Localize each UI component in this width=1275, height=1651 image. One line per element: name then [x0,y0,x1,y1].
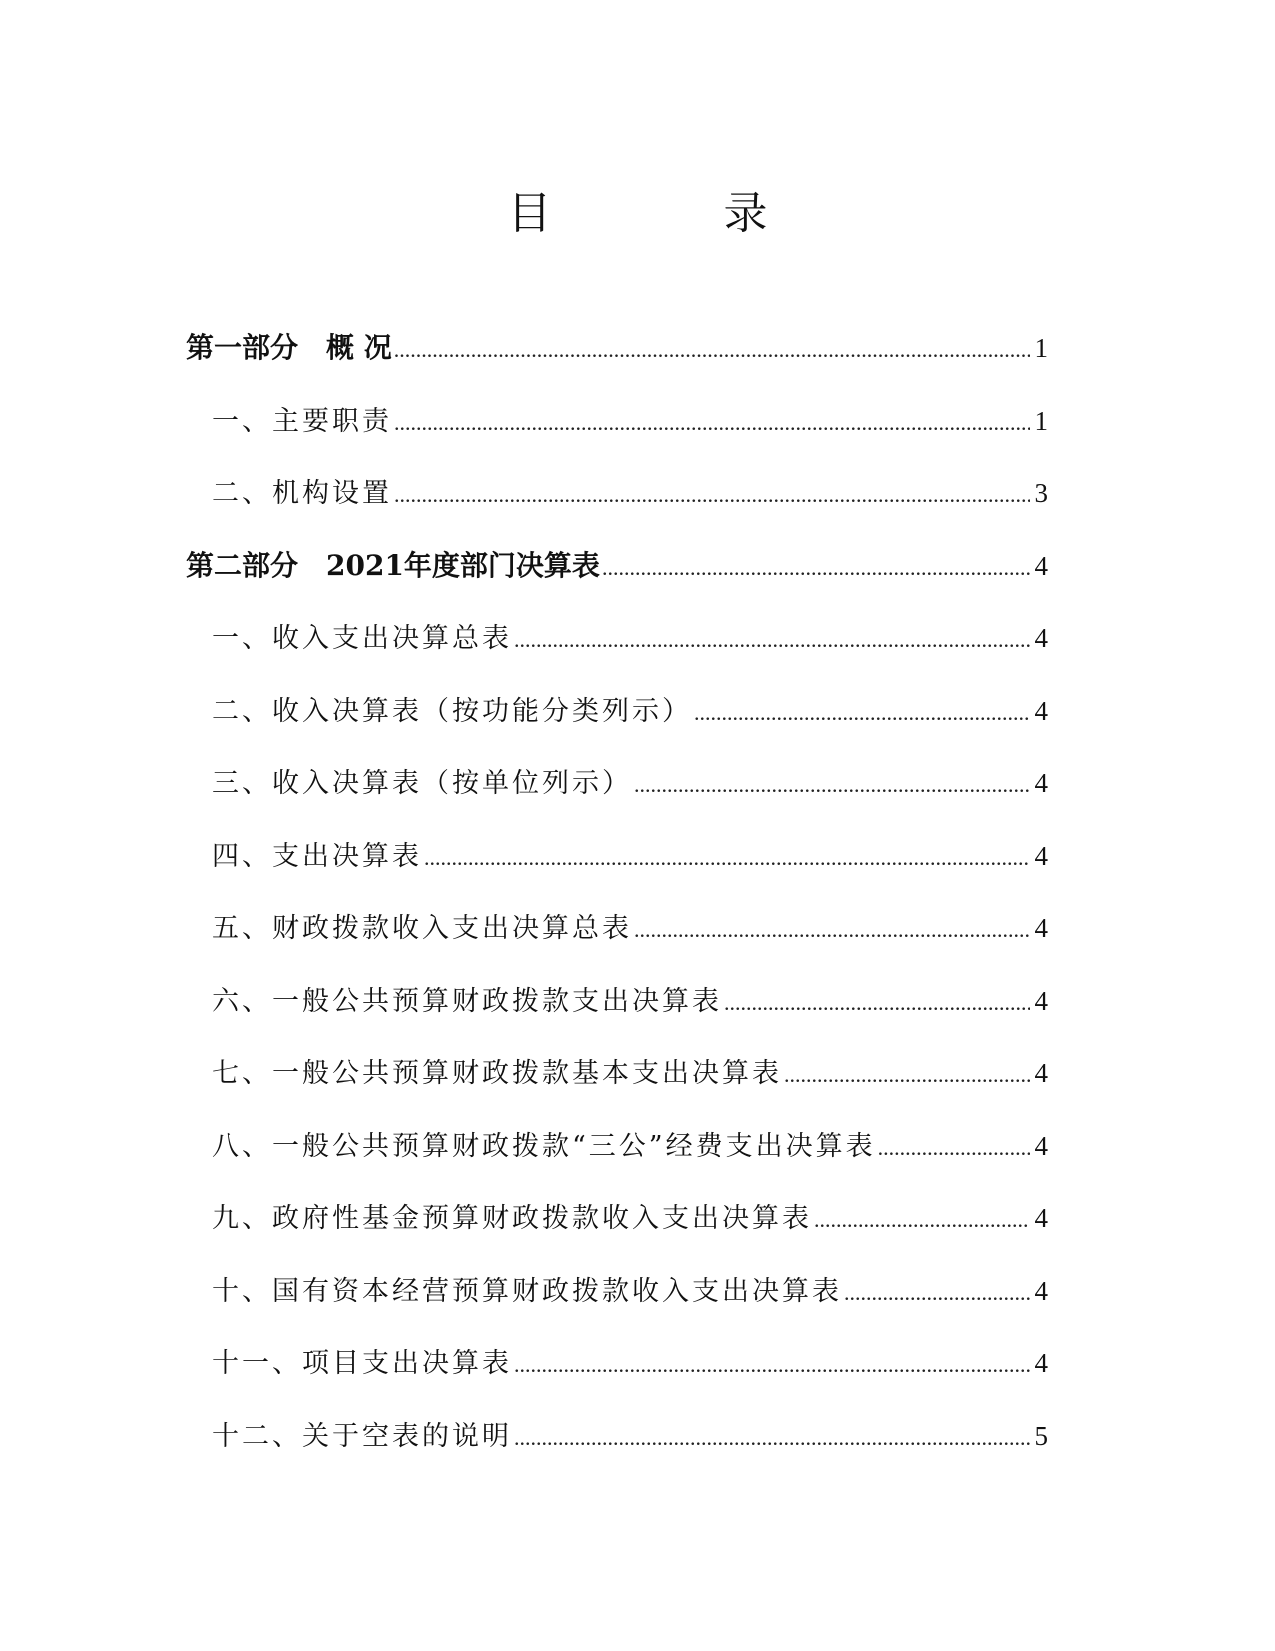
toc-entry-label: 八、一般公共预算财政拨款“三公”经费支出决算表 [212,1130,876,1162]
dot-leader [514,1347,1030,1383]
toc-entry-page: 4 [1034,1275,1048,1306]
toc-entry[interactable] [186,620,1048,693]
toc-entry-page: 4 [1034,1203,1048,1233]
toc-entry-page: 4 [1034,550,1048,581]
toc-entry[interactable] [186,983,1048,1056]
toc-entry[interactable] [186,693,1048,766]
toc-entry-page: 4 [1034,913,1048,943]
toc-entry-page: 4 [1034,1130,1048,1161]
toc-entry[interactable] [186,403,1048,476]
dot-leader [514,1420,1030,1456]
toc-entry-label: 二、机构设置 [212,478,392,509]
toc-entry[interactable] [186,1200,1048,1273]
toc-entry-label: 三、收入决算表（按单位列示） [212,768,632,799]
toc-entry-page: 4 [1034,623,1048,653]
toc-entry-page: 4 [1034,768,1048,798]
toc-entry-label: 九、政府性基金预算财政拨款收入支出决算表 [212,1203,812,1234]
dot-leader [602,550,1030,586]
dot-leader [394,405,1030,441]
toc-entry-label: 一、收入支出决算总表 [212,623,512,654]
dot-leader [784,1057,1030,1093]
toc-entry-label: 二、收入决算表（按功能分类列示） [212,695,692,727]
toc-entry-page: 4 [1034,840,1048,871]
dot-leader [844,1275,1030,1311]
toc-entry-label: 第一部分 概 况 [186,331,392,364]
page-title: 目 录 [507,188,832,239]
dot-leader [634,767,1030,803]
toc-entry-label: 十一、项目支出决算表 [212,1348,512,1379]
dot-leader [394,477,1030,513]
toc-entry[interactable] [186,1055,1048,1128]
dot-leader [878,1130,1030,1166]
toc-entry[interactable] [186,1345,1048,1418]
dot-leader [424,840,1030,876]
toc-entry[interactable] [186,910,1048,983]
toc-entry-part-1[interactable] [186,330,1048,403]
toc-entry-label: 第二部分 2021年度部门决算表 [186,548,600,582]
toc-entry[interactable] [186,1418,1048,1491]
toc-entry-page: 1 [1034,405,1048,436]
dot-leader [514,622,1030,658]
dot-leader [694,695,1030,731]
toc-entry-label: 四、支出决算表 [212,840,422,872]
toc-entry-page: 4 [1034,1348,1048,1378]
toc-entry-page: 4 [1034,1058,1048,1088]
dot-leader [724,985,1030,1021]
toc-entry-label: 七、一般公共预算财政拨款基本支出决算表 [212,1058,782,1089]
toc-entry[interactable] [186,475,1048,548]
toc-entry-page: 5 [1034,1420,1048,1451]
toc-entry[interactable] [186,838,1048,911]
toc-entry-label: 一、主要职责 [212,405,392,437]
toc-entry-part-2[interactable] [186,548,1048,621]
toc-entry-label: 五、财政拨款收入支出决算总表 [212,913,632,944]
toc-entry[interactable] [186,765,1048,838]
dot-leader [634,912,1030,948]
toc-entry-page: 1 [1034,333,1048,363]
toc-entry-label: 十、国有资本经营预算财政拨款收入支出决算表 [212,1275,842,1307]
dot-leader [394,332,1030,368]
toc-entry[interactable] [186,1273,1048,1346]
toc-entry-label: 十二、关于空表的说明 [212,1420,512,1452]
dot-leader [814,1202,1030,1238]
toc-entry-page: 4 [1034,985,1048,1016]
toc-entry-page: 4 [1034,695,1048,726]
toc-entry-label: 六、一般公共预算财政拨款支出决算表 [212,985,722,1017]
table-of-contents [186,330,1048,1490]
toc-entry-page: 3 [1034,478,1048,508]
toc-entry[interactable] [186,1128,1048,1201]
